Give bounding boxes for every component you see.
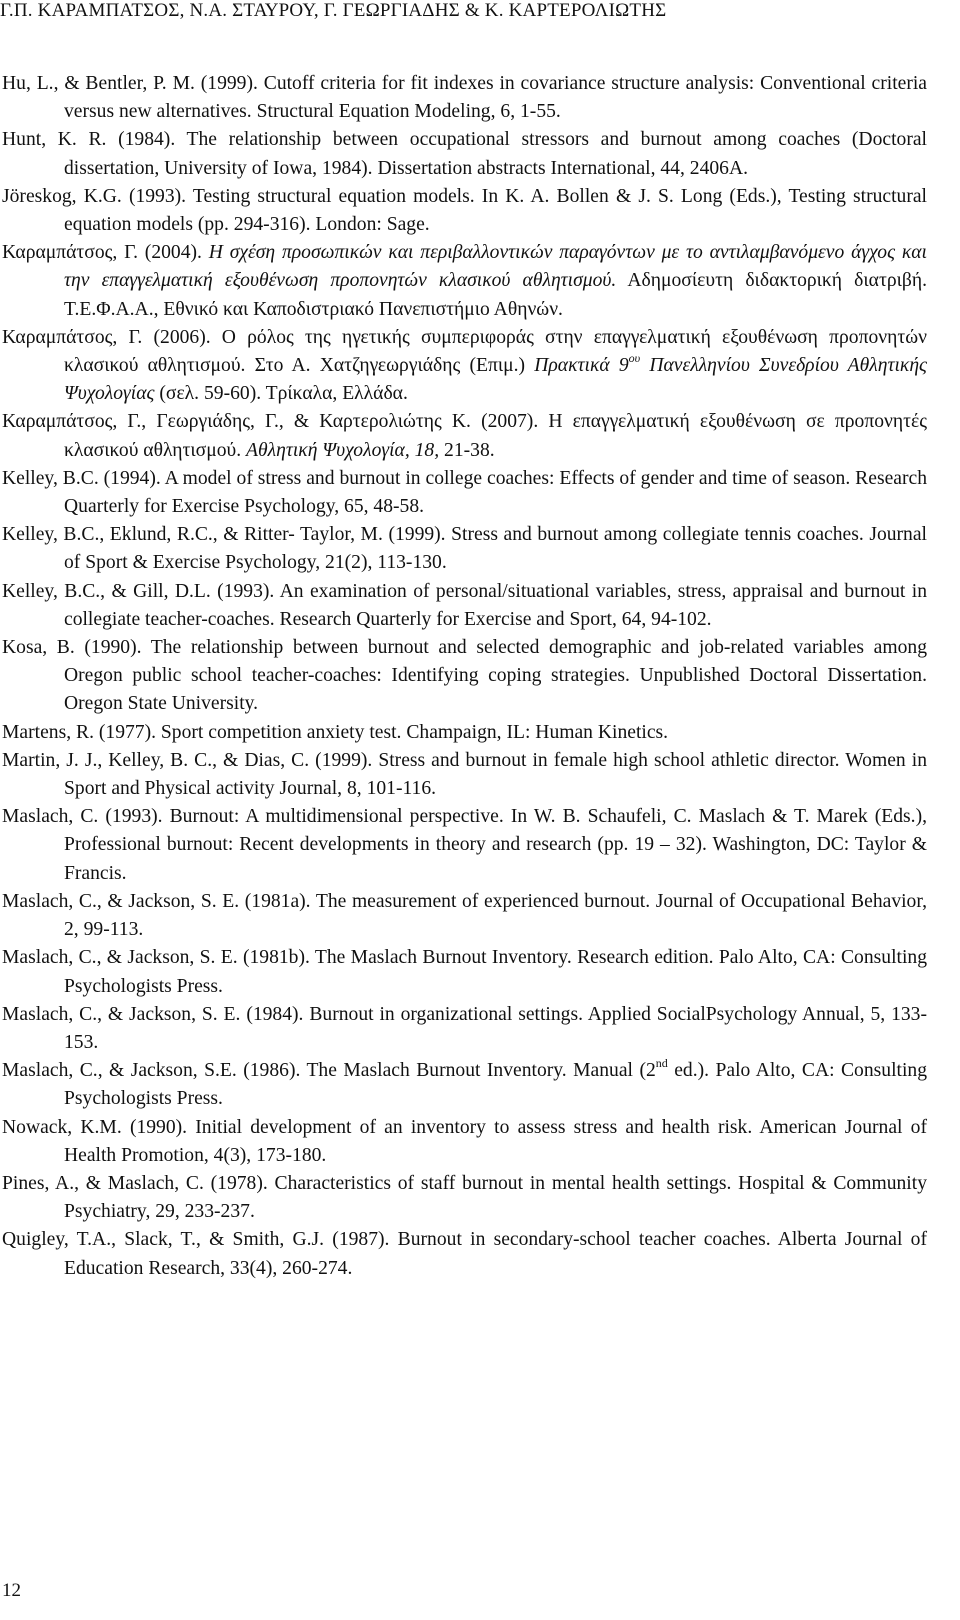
- reference-text: ου: [628, 351, 641, 366]
- reference-text: Πρακτικά 9: [534, 355, 629, 377]
- reference-text: Hunt, K. R. (1984). The relationship between occupational stressors and burnout among coaches (Doctoral dissertation, University of Iowa, 1984). Dissertation abstracts International, 44, 2406A.: [2, 129, 927, 179]
- reference-text: Maslach, C., & Jackson, S. E. (1981b). The Maslach Burnout Inventory. Research edition. Palo Alto, CA: Consulting Psychologists Press.: [2, 947, 927, 997]
- page-number: 12: [2, 1580, 21, 1601]
- reference-text: Αδημοσίευτη διδακτορική διατριβή. Τ.Ε.Φ.Α.Α., Εθνικό και Καποδιστριακό Πανεπιστήμιο Αθηνών.: [64, 270, 927, 320]
- reference-text: Καραμπάτσος, Γ. (2006). Ο ρόλος της ηγετικής συμπεριφοράς στην επαγγελματική εξουθένωση προπονητών κλασικού αθλητισμού. Στο Α. Χατζηγεωργιάδης (Επιμ.): [2, 326, 927, 377]
- reference-text: Maslach, C., & Jackson, S. E. (1984). Burnout in organizational settings. Applied SocialPsychology Annual, 5, 133-153.: [2, 1003, 927, 1053]
- reference-entry: [2, 324, 927, 409]
- reference-entry: [2, 183, 927, 239]
- reference-text: Kosa, B. (1990). The relationship between burnout and selected demographic and job-related variables among Oregon public school teacher-coaches: Identifying coping strategies. Unpublished Doctoral Dissertation. Oregon State University.: [2, 637, 927, 715]
- reference-text: Martens, R. (1977). Sport competition anxiety test. Champaign, IL: Human Kinetics.: [2, 721, 669, 743]
- reference-text: 21-38.: [439, 439, 495, 461]
- reference-entry: [2, 408, 927, 464]
- reference-entry: [2, 944, 927, 1000]
- reference-entry: [2, 803, 927, 888]
- reference-entry: [2, 719, 927, 747]
- reference-text: Kelley, B.C., Eklund, R.C., & Ritter- Taylor, M. (1999). Stress and burnout among collegiate tennis coaches. Journal of Sport & Exercise Psychology, 21(2), 113-130.: [2, 524, 927, 574]
- reference-text: Πανελληνίου Συνεδρίου Αθλητικής Ψυχολογίας: [64, 355, 927, 405]
- reference-entry: [2, 1226, 927, 1282]
- reference-text: Kelley, B.C., & Gill, D.L. (1993). An examination of personal/situational variables, stress, appraisal and burnout in collegiate teacher-coaches. Research Quarterly for Exercise and Sport, 64, 94-102.: [2, 580, 927, 630]
- reference-text: (σελ. 59-60). Τρίκαλα, Ελλάδα.: [154, 383, 408, 405]
- reference-entry: [2, 239, 927, 324]
- reference-entry: [2, 888, 927, 944]
- reference-text: Η σχέση προσωπικών και περιβαλλοντικών παραγόντων με το αντιλαμβανόμενο άγχος και την επαγγελματική εξουθένωση προπονητών κλασικού αθλητισμού.: [64, 242, 927, 292]
- reference-entry: [2, 126, 927, 182]
- reference-entry: [2, 578, 927, 634]
- reference-text: Quigley, T.A., Slack, T., & Smith, G.J. (1987). Burnout in secondary-school teacher coaches. Alberta Journal of Education Research, 33(4), 260-274.: [2, 1229, 927, 1279]
- reference-entry: [2, 465, 927, 521]
- reference-entry: [2, 1170, 927, 1226]
- reference-text: Martin, J. J., Kelley, B. C., & Dias, C. (1999). Stress and burnout in female high school athletic director. Women in Sport and Physical activity Journal, 8, 101-116.: [2, 749, 927, 800]
- reference-text: Pines, A., & Maslach, C. (1978). Characteristics of staff burnout in mental health settings. Hospital & Community Psychiatry, 29, 233-237.: [2, 1172, 927, 1223]
- reference-text: Maslach, C. (1993). Burnout: A multidimensional perspective. In W. B. Schaufeli, C. Maslach & T. Marek (Eds.), Professional burnout: Recent developments in theory and research (pp. 19 – 32). Washington, DC: Taylor & Francis.: [2, 806, 927, 884]
- reference-text: Maslach, C., & Jackson, S.E. (1986). The Maslach Burnout Inventory. Manual (2: [2, 1060, 656, 1082]
- reference-entry: [2, 634, 927, 719]
- reference-text: Kelley, B.C. (1994). A model of stress and burnout in college coaches: Effects of gender and time of season. Research Quarterly for Exercise Psychology, 65, 48-58.: [2, 467, 927, 518]
- reference-text: Καραμπάτσος, Γ., Γεωργιάδης, Γ., & Καρτερολιώτης Κ. (2007). Η επαγγελματική εξουθένωση σε προπονητές κλασικού αθλητισμού.: [2, 411, 927, 461]
- reference-entry: [2, 521, 927, 577]
- reference-text: nd: [655, 1056, 668, 1071]
- running-header: Γ.Π. ΚΑΡΑΜΠΑΤΣΟΣ, Ν.Α. ΣΤΑΥΡΟΥ, Γ. ΓΕΩΡΓΙΑΔΗΣ & Κ. ΚΑΡΤΕΡΟΛΙΩΤΗΣ: [0, 0, 667, 21]
- reference-entry: [2, 1057, 927, 1113]
- reference-text: ed.). Palo Alto, CA: Consulting Psychologists Press.: [64, 1060, 927, 1110]
- reference-entry: [2, 1001, 927, 1057]
- reference-text: Jöreskog, K.G. (1993). Testing structural equation models. In K. A. Bollen & J. S. Long (Eds.), Testing structural equation models (pp. 294-316). London: Sage.: [2, 185, 927, 236]
- reference-text: Hu, L., & Bentler, P. M. (1999). Cutoff criteria for fit indexes in covariance structure analysis: Conventional criteria versus new alternatives. Structural Equation Modeling, 6, 1-55.: [2, 73, 927, 123]
- reference-entry: [2, 70, 927, 126]
- reference-text: Nowack, K.M. (1990). Initial development of an inventory to assess stress and health risk. American Journal of Health Promotion, 4(3), 173-180.: [2, 1116, 927, 1166]
- reference-list: [2, 70, 927, 1283]
- reference-entry: [2, 1114, 927, 1170]
- reference-text: Maslach, C., & Jackson, S. E. (1981a). The measurement of experienced burnout. Journal of Occupational Behavior, 2, 99-113.: [2, 890, 927, 941]
- reference-text: Αθλητική Ψυχολογία, 18,: [246, 439, 440, 461]
- reference-text: Καραμπάτσος, Γ. (2004).: [2, 242, 209, 264]
- reference-entry: [2, 747, 927, 803]
